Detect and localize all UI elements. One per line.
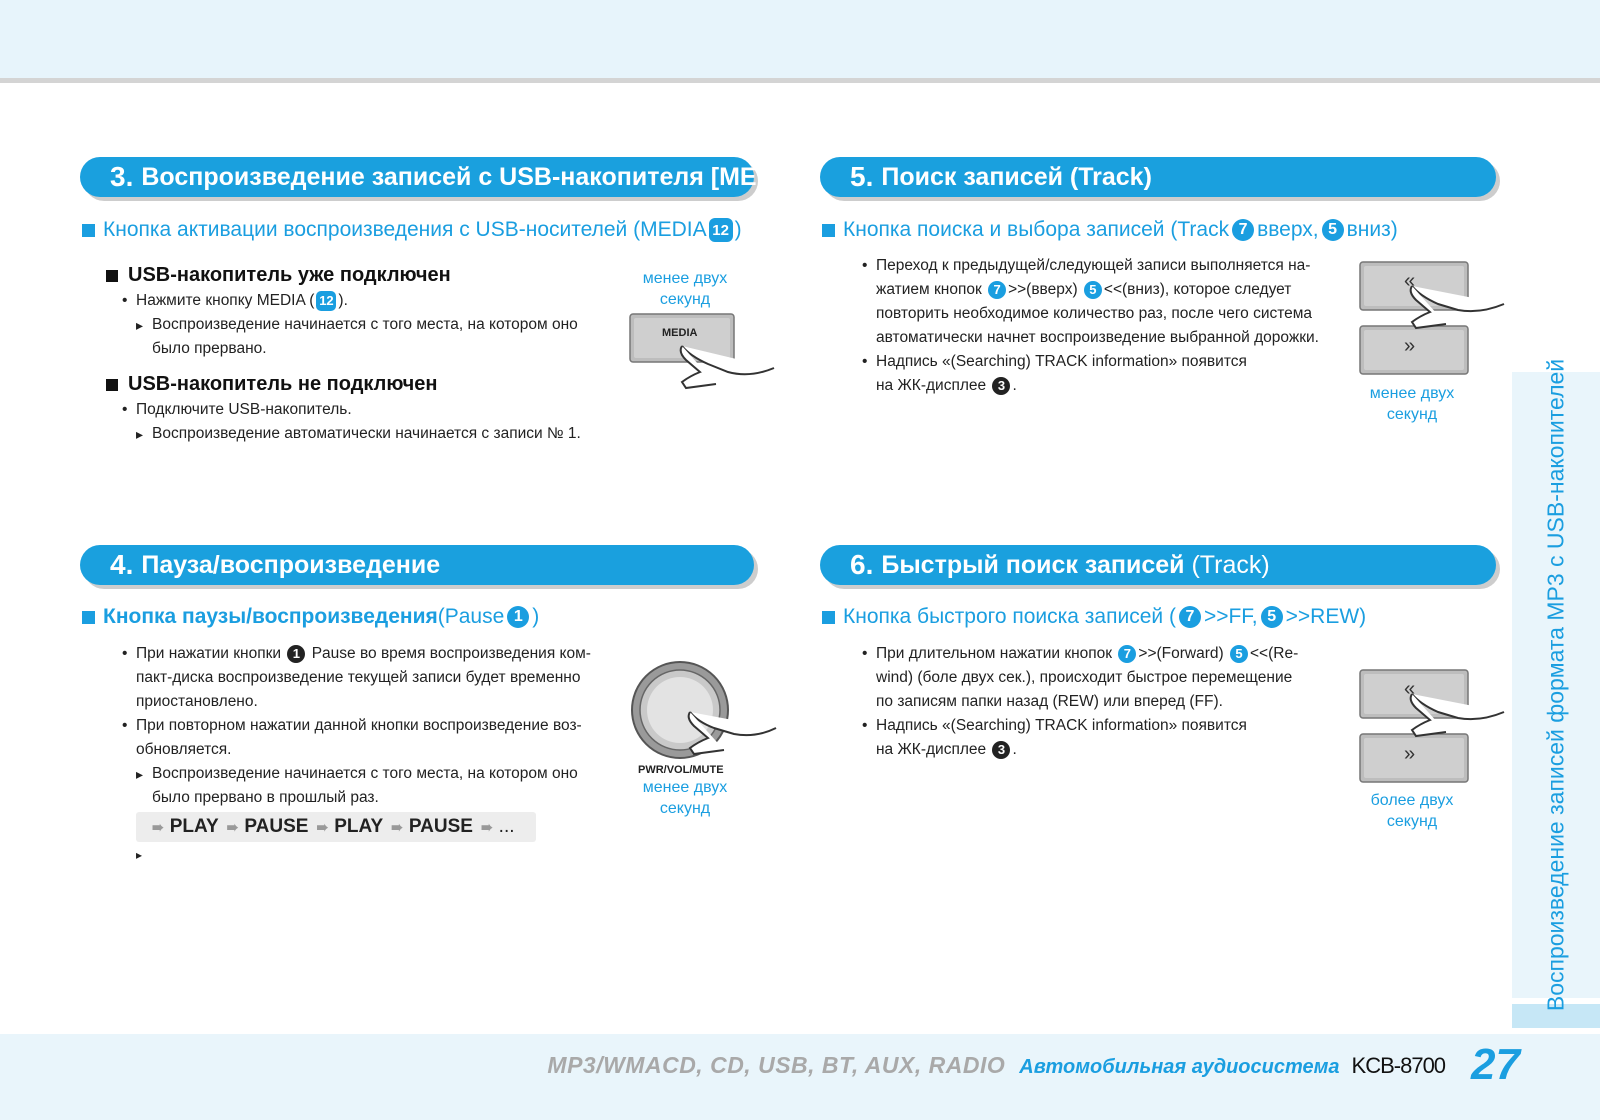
press-duration-caption: более двух секунд	[1370, 792, 1454, 830]
list-item: • Надпись «(Searching) TRACK information» появится на ЖК-дисплее 3 .	[876, 714, 1324, 762]
play-pause-sequence: ➠ PLAY ➠ PAUSE ➠ PLAY ➠ PAUSE ➠ ...	[136, 812, 536, 842]
subheading-text-end: )	[532, 605, 540, 628]
list-item: • При нажатии кнопки 1 Pause во время воспроизведения ком- пакт-диска воспроизведение текущей записи будет временно приостановлено.	[136, 642, 600, 714]
square-bullet-icon	[822, 224, 835, 237]
subheading-text: >>FF,	[1203, 605, 1258, 628]
case-connected-heading	[106, 264, 451, 287]
section-4-subheading	[82, 605, 539, 629]
button-7-badge: 7	[1179, 606, 1201, 628]
button-12-badge: 12	[316, 291, 336, 311]
button-1-badge: 1	[287, 645, 305, 663]
button-5-badge: 5	[1084, 281, 1102, 299]
list-item: • При повторном нажатии данной кнопки воспроизведение воз- обновляется.	[136, 714, 600, 762]
subheading-text: вверх,	[1257, 218, 1319, 241]
rewind-icon: «	[1404, 678, 1416, 700]
button-7-badge: 7	[1118, 645, 1136, 663]
subheading-text: Кнопка быстрого поиска записей (	[843, 605, 1176, 628]
square-bullet-icon	[106, 379, 118, 391]
section-5-text	[876, 254, 1324, 398]
case-heading-text: USB-накопитель уже подключен	[128, 264, 451, 286]
button-3-badge: 3	[992, 741, 1010, 759]
media-button-illustration	[626, 310, 776, 390]
track-buttons-illustration	[1358, 260, 1508, 380]
case-connected-text	[136, 289, 606, 361]
case-heading-text: USB-накопитель не подключен	[128, 373, 438, 395]
knob-label: PWR/VOL/MUTE	[638, 764, 724, 776]
subheading-text: Кнопка активации воспроизведения с USB-носителей (MEDIA	[103, 218, 707, 241]
forward-icon: »	[1404, 335, 1416, 357]
section-3-header	[80, 157, 808, 197]
subheading-text: Кнопка поиска и выбора записей (Track	[843, 218, 1230, 241]
track-buttons-illustration	[1358, 668, 1508, 788]
section-5-subheading	[822, 218, 1398, 242]
section-3-subheading	[82, 218, 742, 242]
press-duration-caption: менее двух секунд	[642, 779, 728, 817]
section-6-subheading	[822, 605, 1366, 629]
subheading-text: (Pause	[437, 605, 505, 628]
list-item: • При длительном нажатии кнопок 7 >>(Forward) 5 <<(Re- wind) (боле двух сек.), происходит быстрое перемещение по записям папки назад (REW) или вперед (FF).	[876, 642, 1324, 714]
subheading-text: Кнопка паузы/воспроизведения	[103, 605, 438, 628]
button-7-badge: 7	[988, 281, 1006, 299]
section-title: Быстрый поиск записей (Track)	[881, 550, 1270, 579]
button-3-badge: 3	[992, 377, 1010, 395]
rewind-icon: «	[1404, 270, 1416, 292]
section-6-header	[820, 545, 1496, 585]
square-bullet-icon	[82, 224, 95, 237]
list-item: • Подключите USB-накопитель.	[136, 398, 606, 422]
press-duration-caption: менее двух секунд	[642, 270, 728, 308]
button-12-badge: 12	[709, 218, 733, 242]
section-5-header	[820, 157, 1496, 197]
button-5-badge: 5	[1230, 645, 1248, 663]
button-5-badge: 5	[1322, 219, 1344, 241]
button-5-badge: 5	[1261, 606, 1283, 628]
list-item: ▸ Воспроизведение автоматически начинается с записи № 1.	[152, 422, 606, 446]
page-number: 27	[1471, 1040, 1520, 1089]
section-4-text	[136, 642, 600, 810]
button-1-badge: 1	[507, 606, 529, 628]
square-bullet-icon	[106, 270, 118, 282]
footer-description: Автомобильная аудиосистема	[1019, 1056, 1340, 1078]
arrow-marker-icon: ▸	[136, 848, 143, 862]
subheading-text-end: вниз)	[1346, 218, 1398, 241]
forward-icon: »	[1404, 743, 1416, 765]
list-item: • Надпись «(Searching) TRACK information» появится на ЖК-дисплее 3 .	[876, 350, 1324, 398]
list-item: • Переход к предыдущей/следующей записи выполняется на- жатием кнопок 7 >>(вверх) 5 <<(вниз), которое следует повторить необходимое количество раз, после чего система автоматически начнет воспроизведение выбранной дорожки.	[876, 254, 1324, 350]
section-title: Пауза/воспроизведение	[141, 550, 441, 579]
button-7-badge: 7	[1232, 219, 1254, 241]
square-bullet-icon	[82, 611, 95, 624]
section-4-header	[80, 545, 754, 585]
section-number: 3.	[110, 161, 134, 192]
list-item: ▸ Воспроизведение начинается с того места, на котором оно было прервано.	[152, 313, 606, 361]
section-title: Воспроизведение записей с USB-накопителя [MEDIA]	[141, 162, 808, 191]
case-not-connected-text	[136, 398, 606, 446]
media-button-label: MEDIA	[662, 327, 698, 339]
side-title: Воспроизведение записей формата MP3 с USB-накопителей	[1542, 358, 1569, 1012]
section-number: 6.	[850, 549, 874, 580]
press-duration-caption: менее двух секунд	[1369, 385, 1455, 423]
section-number: 5.	[850, 161, 874, 192]
pwr-vol-mute-knob-illustration	[630, 660, 780, 760]
top-divider	[0, 78, 1600, 83]
footer-model: KCB-8700	[1351, 1053, 1446, 1078]
footer-models: MP3/WMACD, CD, USB, BT, AUX, RADIO	[547, 1052, 1006, 1078]
subheading-text-end: >>REW)	[1285, 605, 1367, 628]
top-band	[0, 0, 1600, 78]
case-not-connected-heading	[106, 373, 437, 396]
list-item: • Нажмите кнопку MEDIA ( 12 ).	[136, 289, 606, 313]
section-6-text	[876, 642, 1324, 762]
footer	[547, 1034, 1520, 1089]
subheading-text-end: )	[734, 218, 742, 241]
section-title: Поиск записей (Track)	[881, 162, 1152, 191]
square-bullet-icon	[822, 611, 835, 624]
list-item: ▸ Воспроизведение начинается с того места, на котором оно было прервано в прошлый раз.	[152, 762, 600, 810]
section-number: 4.	[110, 549, 134, 580]
